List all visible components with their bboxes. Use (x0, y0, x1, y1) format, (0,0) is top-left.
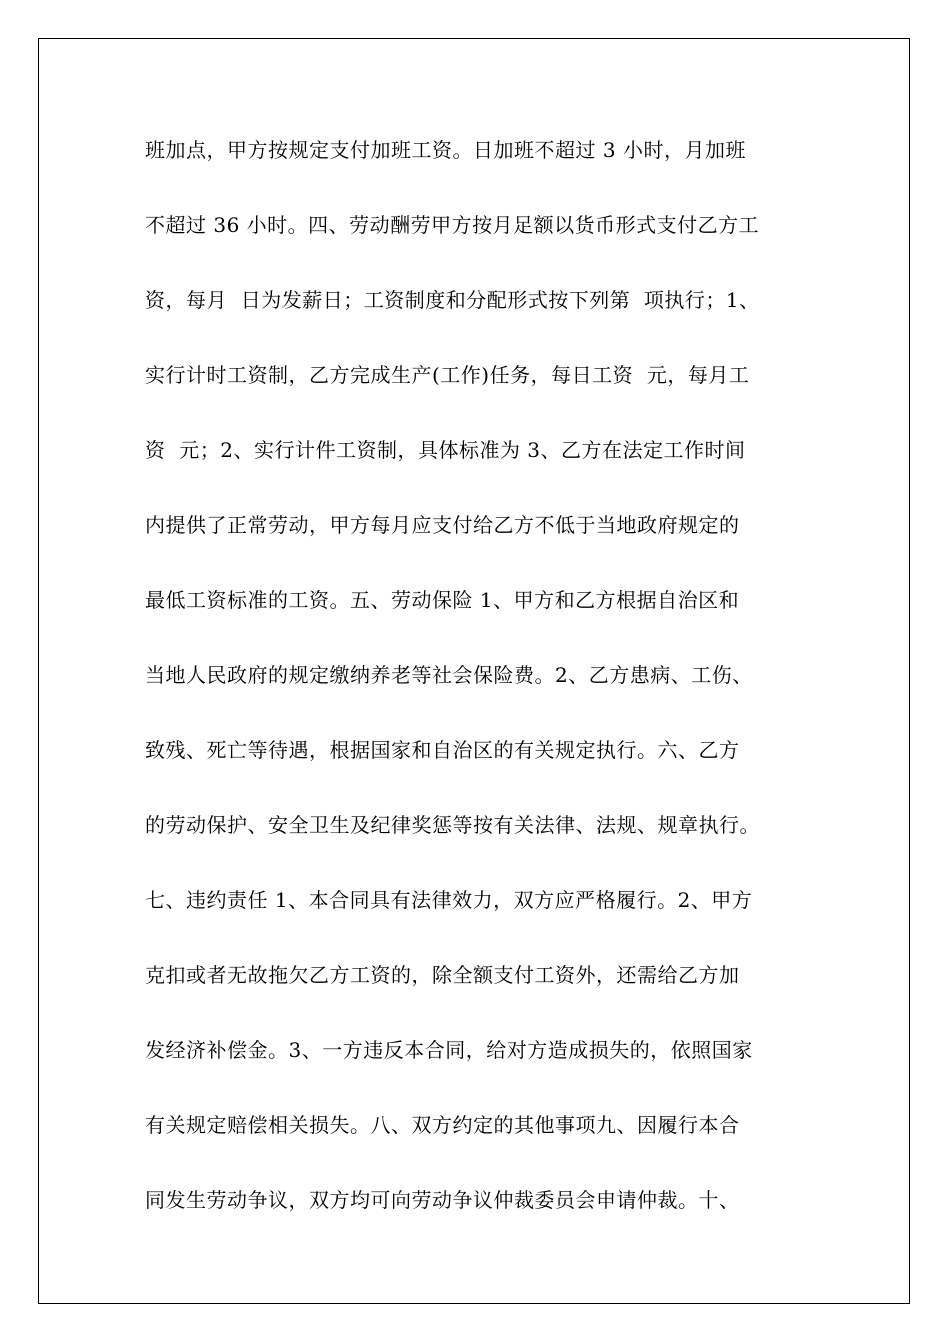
document-body (145, 130, 825, 1255)
text-line: 不超过 36 小时。四、劳动酬劳甲方按月足额以货币形式支付乙方工 (145, 213, 760, 237)
text-line: 最低工资标准的工资。五、劳动保险 1、甲方和乙方根据自治区和 (145, 588, 740, 612)
text-line: 七、违约责任 1、本合同具有法律效力，双方应严格履行。2、甲方 (145, 888, 753, 912)
text-line: 同发生劳动争议，双方均可向劳动争议仲裁委员会申请仲裁。十、 (145, 1188, 740, 1212)
text-line: 致残、死亡等待遇，根据国家和自治区的有关规定执行。六、乙方 (145, 738, 740, 762)
text-line: 的劳动保护、安全卫生及纪律奖惩等按有关法律、法规、规章执行。 (145, 813, 760, 837)
text-line: 当地人民政府的规定缴纳养老等社会保险费。2、乙方患病、工伤、 (145, 663, 753, 687)
text-line: 有关规定赔偿相关损失。八、双方约定的其他事项九、因履行本合 (145, 1113, 740, 1137)
text-line: 资，每月 日为发薪日；工资制度和分配形式按下列第 项执行；1、 (145, 288, 760, 312)
text-line: 克扣或者无故拖欠乙方工资的，除全额支付工资外，还需给乙方加 (145, 963, 740, 987)
text-line: 班加点，甲方按规定支付加班工资。日加班不超过 3 小时，月加班 (145, 138, 746, 162)
text-line: 内提供了正常劳动，甲方每月应支付给乙方不低于当地政府规定的 (145, 513, 740, 537)
text-line: 实行计时工资制，乙方完成生产(工作)任务，每日工资 元，每月工 (145, 363, 750, 387)
text-line: 资 元；2、实行计件工资制，具体标准为 3、乙方在法定工作时间 (145, 438, 746, 462)
text-line: 发经济补偿金。3、一方违反本合同，给对方造成损失的，依照国家 (145, 1038, 753, 1062)
